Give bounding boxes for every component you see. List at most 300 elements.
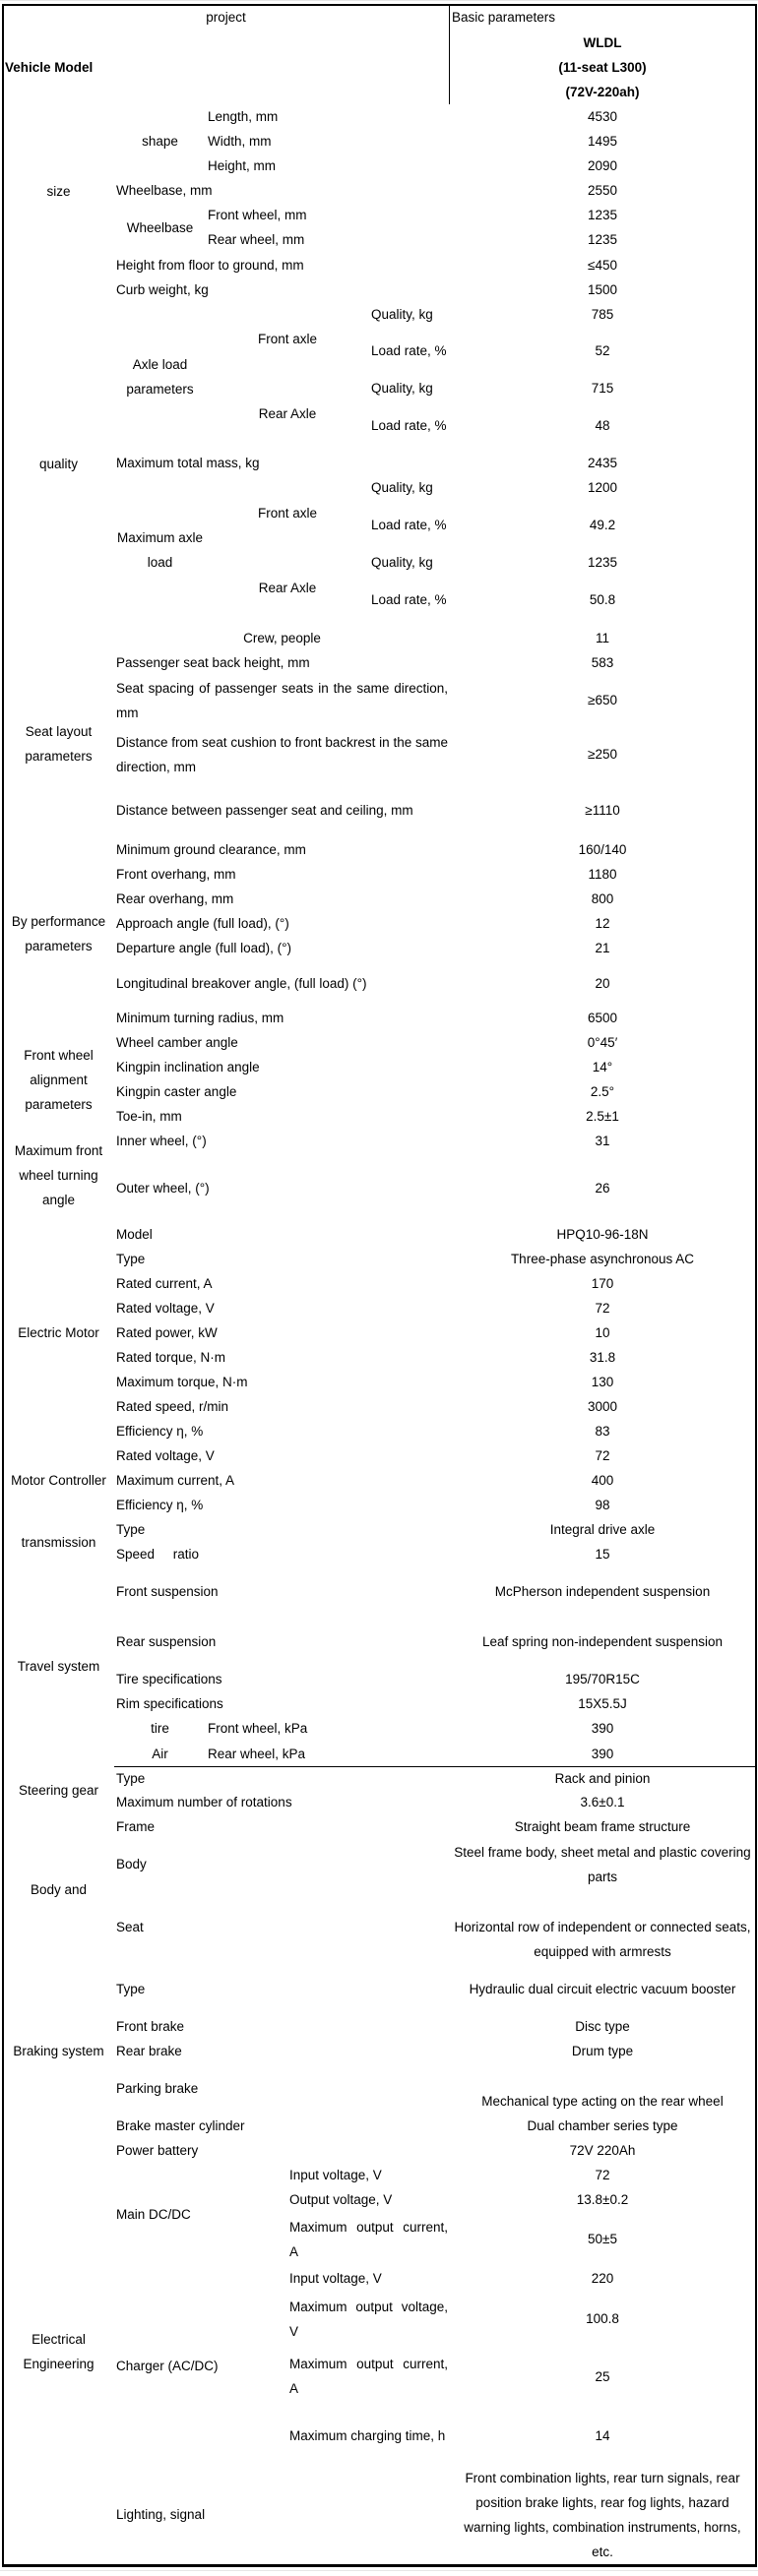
charger [114,2266,288,2466]
value-text: 72 [595,2168,610,2182]
seat-layout-label [114,650,451,675]
motor-label [114,1394,451,1420]
alignment-label [114,1104,451,1130]
motor-value-text: 130 [591,1375,614,1389]
performance-label [114,887,451,912]
group-quality [3,277,115,651]
dcdc-output-value [450,2187,756,2213]
label-text: Curb weight, kg [116,282,209,297]
braking-value [450,2039,756,2064]
travel-label [114,1566,451,1618]
size-wheelbase-value [450,178,756,204]
header-project [3,5,450,31]
turning-value-text: 26 [595,1180,610,1196]
performance-value [450,1006,756,1031]
size-rear-wheel-value [450,227,756,253]
motor-value-text: HPQ10-96-18N [556,1227,649,1242]
motor-label [114,1247,451,1272]
performance-value [450,837,756,863]
air-text: Air [152,1746,168,1761]
ma-front-rate-label [369,500,451,551]
motor-label-text: Rated voltage, V [116,1301,215,1316]
travel-label-text: Rear suspension [116,1634,217,1649]
steering-label [114,1766,451,1791]
controller-label [114,1468,451,1494]
body-label-text: Seat [116,1919,144,1934]
label-text: Quality, kg [371,381,433,396]
seat-layout-label-text: Seat spacing of passenger seats in the same direction, mm [116,680,448,720]
value-text: 785 [591,306,614,322]
size-height-value [450,153,756,179]
controller-value [450,1468,756,1494]
performance-value-text: 160/140 [578,842,627,857]
dcdc-text: Main DC/DC [116,2207,191,2222]
turning-value-text: 31 [595,1134,610,1148]
lighting-value [450,2465,756,2565]
motor-value-text: 31.8 [589,1350,616,1365]
motor-value [450,1320,756,1346]
crew-value [450,625,756,651]
transmission-label-text: Type [116,1522,146,1537]
motor-value [450,1345,756,1371]
braking-value [450,2114,756,2139]
value-text: 50.8 [589,592,616,607]
travel-label-text: Front suspension [116,1584,219,1599]
al-front-rate-value [450,326,756,377]
steering-value-text: 3.6±0.1 [580,1795,625,1809]
braking-value [450,1964,756,2015]
braking-label [114,2039,451,2064]
motor-value [450,1370,756,1395]
motor-label [114,1320,451,1346]
alignment-label-text: Kingpin caster angle [116,1084,237,1099]
motor-value-text: 72 [595,1301,610,1316]
turning-value [450,1153,756,1223]
alignment-value [450,1030,756,1056]
seat-layout-value [450,674,756,727]
braking-value-text: Dual chamber series type [527,2118,678,2133]
ma-front-quality-label [369,475,451,501]
alignment-label-text: Kingpin inclination angle [116,1060,260,1074]
alignment-value-text: 2.5° [590,1084,615,1099]
size-width-value [450,129,756,154]
value-text: ≤450 [588,257,617,273]
dcdc-max-current-value [450,2212,756,2267]
seat-layout-value-text: 583 [591,654,614,670]
value-text: 390 [591,1746,614,1761]
vehicle-model-line1: WLDL [583,34,622,50]
braking-value [450,2014,756,2040]
value-text: 1235 [587,555,618,570]
charger-input-label [287,2266,451,2292]
sheet-gridline [0,2570,758,2571]
controller-value-text: 72 [595,1448,610,1463]
al-rear-quality-value [450,376,756,401]
performance-label [114,936,451,961]
seat-layout-value-text: ≥1110 [585,802,620,818]
motor-value-text: 3000 [587,1399,618,1414]
label-text: Lighting, signal [116,2507,206,2522]
controller-value-text: 98 [595,1498,610,1512]
seat-layout-label [114,674,451,727]
label-text: Load rate, % [371,592,447,607]
value-text: 49.2 [589,518,616,532]
al-rear-quality-label [369,376,451,401]
body-value-text: Horizontal row of independent or connected seats, equipped with armrests [454,1920,751,1959]
group-seat-layout-text: Seat layout parameters [25,724,93,764]
group-body [3,1814,115,1965]
turning-label-text: Outer wheel, (°) [116,1180,210,1196]
group-braking [3,1964,115,2139]
size-height-label [206,153,451,179]
charger-text: Charger (AC/DC) [116,2358,219,2373]
braking-value [450,2063,756,2115]
body-value [450,1839,756,1890]
header-basic-parameters [450,5,756,31]
alignment-value [450,1079,756,1105]
motor-label-text: Rated power, kW [116,1325,218,1340]
group-size-text: size [46,183,71,199]
seat-layout-value-text: ≥650 [588,693,617,707]
body-label-text: Body [116,1857,147,1871]
group-travel-text: Travel system [17,1659,100,1674]
size-width-label [206,129,451,154]
braking-label [114,2014,451,2040]
charger-max-voltage-label [287,2291,451,2348]
body-label-text: Frame [116,1819,156,1834]
controller-label-text: Maximum current, A [116,1473,235,1488]
motor-label-text: Maximum torque, N·m [116,1375,248,1389]
alignment-label-text: Toe-in, mm [116,1109,182,1124]
size-shape-text: shape [142,134,178,149]
ma-rear-rate-value [450,575,756,626]
group-electrical-text: Electrical Engineering [23,2331,95,2371]
size-rear-wheel-label [206,227,451,253]
travel-label [114,1667,451,1692]
braking-label-text: Parking brake [116,2081,199,2096]
vehicle-model-value [450,30,756,105]
transmission-value-text: Integral drive axle [549,1522,656,1537]
value-text: 2550 [587,183,618,198]
value-text: 50±5 [588,2232,617,2246]
travel-value [450,1566,756,1618]
controller-value [450,1443,756,1469]
performance-value-text: 21 [595,941,610,955]
motor-value [450,1394,756,1420]
motor-label-text: Rated speed, r/min [116,1399,229,1414]
travel-value-text: Leaf spring non-independent suspension [482,1634,723,1649]
ma-rear-quality-label [369,550,451,576]
braking-value-text: Drum type [571,2044,634,2058]
charger-time-value [450,2406,756,2466]
axle-load-parameters [114,302,207,452]
alignment-value [450,1055,756,1080]
group-motor-text: Electric Motor [18,1325,99,1340]
performance-value-text: 800 [591,891,614,906]
steering-value [450,1790,756,1815]
steering-value [450,1766,756,1791]
performance-value [450,887,756,912]
braking-label [114,2063,451,2115]
body-value-text: Straight beam frame structure [514,1819,691,1834]
performance-label [114,837,451,863]
value-text: 72V 220Ah [569,2143,636,2158]
travel-value [450,1691,756,1717]
group-braking-text: Braking system [13,2044,104,2058]
body-value [450,1889,756,1965]
vehicle-model-line2: (11-seat L300) [558,59,647,75]
label-text: Maximum charging time, h [289,2427,446,2443]
al-front-axle [206,302,370,377]
turning-label [114,1129,451,1154]
alignment-label [114,1055,451,1080]
axle-load-text: Axle load parameters [126,356,194,397]
motor-label [114,1370,451,1395]
power-battery-label [114,2138,451,2164]
performance-value [450,960,756,1007]
travel-label-text: Tire specifications [116,1672,222,1687]
curb-weight-value [450,277,756,303]
braking-value-text: Hydraulic dual circuit electric vacuum booster [469,1982,736,1996]
charger-input-value [450,2266,756,2292]
alignment-value-text: 2.5±1 [586,1109,619,1124]
travel-value [450,1617,756,1668]
group-performance-text: By performance parameters [11,914,106,953]
body-value [450,1814,756,1840]
group-quality-text: quality [38,457,79,471]
vehicle-model-lines [452,31,753,104]
main-dcdc [114,2163,288,2267]
header-basic-parameters-text: Basic parameters [452,10,556,25]
motor-value-text: 10 [595,1325,610,1340]
charger-max-current-label [287,2347,451,2407]
group-transmission-text: transmission [21,1534,96,1550]
travel-value [450,1667,756,1692]
performance-label-text: Longitudinal breakover angle, (full load) (°) [116,975,367,991]
power-battery-value [450,2138,756,2164]
al-rear-axle [206,376,370,452]
value-text: 220 [591,2271,614,2286]
performance-label [114,1006,451,1031]
value-text: 52 [595,343,610,358]
al-rear-rate-value [450,400,756,452]
braking-value-text: Mechanical type acting on the rear wheel [481,2094,724,2109]
performance-label-text: Minimum turning radius, mm [116,1011,284,1025]
seat-layout-label-text: Distance between passenger seat and ceiling, mm [116,802,413,818]
size-shape [114,104,207,179]
value-text: 1200 [587,480,618,495]
seat-layout-value [450,782,756,838]
label-text: Height, mm [208,158,277,173]
label-text: Quality, kg [371,480,433,495]
dcdc-max-current-label [287,2212,451,2267]
performance-value-text: 20 [595,975,610,991]
motor-value-text: 83 [595,1424,610,1439]
motor-label [114,1419,451,1444]
braking-label-text: Brake master cylinder [116,2118,245,2133]
controller-label [114,1493,451,1518]
front-axle-text: Front axle [257,505,318,521]
vehicle-model-line3: (72V-220ah) [565,84,640,99]
label-text: Wheelbase, mm [116,183,213,198]
transmission-value-text: 15 [595,1547,610,1562]
charger-max-current-value [450,2347,756,2407]
crew-label [114,625,451,651]
label-text: Load rate, % [371,418,447,433]
performance-value-text: 6500 [587,1011,618,1025]
label-text: Rear wheel, mm [208,232,305,247]
seat-layout-label-text: Distance from seat cushion to front backrest in the same direction, mm [116,734,448,774]
performance-label-text: Departure angle (full load), (°) [116,941,291,955]
label-text: Front wheel, mm [208,208,307,222]
turning-label-text: Inner wheel, (°) [116,1134,207,1148]
tire-text: tire [151,1721,169,1736]
motor-value-text: 170 [591,1276,614,1291]
body-label [114,1889,451,1965]
seat-layout-label-text: Passenger seat back height, mm [116,654,310,670]
ma-rear-axle [206,550,370,626]
controller-value-text: 400 [591,1473,614,1488]
group-controller-text: Motor Controller [11,1473,106,1488]
motor-value [450,1271,756,1297]
group-steering-text: Steering gear [18,1783,99,1798]
size-track-text: Wheelbase [126,219,194,235]
lighting-label [114,2465,451,2565]
value-text: 14 [595,2427,610,2443]
group-electrical [3,2138,115,2565]
value-text: 2435 [587,456,618,470]
label-text: Quality, kg [371,306,433,322]
travel-label [114,1691,451,1717]
label-text: Maximum output current, A [289,2357,448,2396]
label-text: Front wheel, kPa [208,1721,308,1736]
group-motor [3,1222,115,1444]
vehicle-model-label [3,30,450,105]
transmission-label-text: Speed ratio [116,1547,200,1562]
value-text: 4530 [587,109,618,124]
steering-label-text: Maximum number of rotations [116,1795,292,1809]
turning-label [114,1153,451,1223]
size-front-wheel-label [206,203,451,228]
label-text: Quality, kg [371,555,433,570]
performance-value [450,862,756,888]
motor-value [450,1296,756,1321]
performance-value-text: 12 [595,916,610,931]
seat-layout-label [114,726,451,783]
ma-front-quality-value [450,475,756,501]
max-total-mass-value [450,451,756,476]
al-front-rate-label [369,326,451,377]
braking-value-text: Disc type [575,2019,630,2034]
header-project-text: project [206,10,246,25]
alignment-label [114,1030,451,1056]
travel-value-text: 15X5.5J [578,1696,627,1711]
steering-value-text: Rack and pinion [554,1770,651,1786]
al-rear-rate-label [369,400,451,452]
alignment-value-text: 14° [592,1060,613,1074]
value-text: 11 [595,630,609,645]
alignment-value-text: 0°45′ [587,1035,618,1050]
transmission-value [450,1517,756,1543]
group-alignment [3,1030,115,1130]
value-text: 1235 [587,232,618,247]
performance-value-text: 1180 [588,867,617,882]
alignment-label [114,1079,451,1105]
group-performance [3,837,115,1031]
label-text: Crew, people [243,630,321,645]
group-controller [3,1443,115,1518]
transmission-label [114,1542,451,1567]
group-size [3,104,115,278]
body-label [114,1814,451,1840]
travel-rear-pressure-label [206,1741,451,1767]
motor-label [114,1222,451,1248]
travel-value-text: McPherson independent suspension [494,1584,711,1599]
group-transmission [3,1517,115,1567]
max-axle-load-text: Maximum axle load [116,530,204,570]
seat-layout-label [114,782,451,838]
value-text: 25 [595,2368,610,2384]
body-label [114,1839,451,1890]
max-total-mass-label [114,451,451,476]
motor-value [450,1247,756,1272]
size-track [114,203,207,253]
sheet-gridline [0,0,758,1]
controller-label-text: Efficiency η, % [116,1498,204,1512]
transmission-value [450,1542,756,1567]
value-text: 1235 [587,208,618,222]
group-seat-layout [3,650,115,838]
front-axle-text: Front axle [257,332,318,346]
label-text: Power battery [116,2143,199,2158]
controller-label-text: Rated voltage, V [116,1448,215,1463]
size-front-wheel-value [450,203,756,228]
braking-label [114,2114,451,2139]
size-wheelbase-label [114,178,451,204]
label-text: Length, mm [208,109,279,124]
transmission-label [114,1517,451,1543]
label-text: Input voltage, V [289,2271,382,2286]
group-travel [3,1566,115,1767]
travel-front-pressure-label [206,1716,451,1742]
label-text: Maximum output voltage, V [289,2299,448,2339]
rear-axle-text: Rear Axle [258,580,317,595]
value-text: Front combination lights, rear turn signals, rear position brake lights, rear fog lights, hazard warning lights, combination instruments, horns, etc. [464,2470,741,2559]
curb-weight-label [114,277,451,303]
motor-value [450,1419,756,1444]
travel-tire [114,1716,207,1742]
performance-label-text: Front overhang, mm [116,867,236,882]
label-text: Maximum output current, A [289,2219,448,2259]
motor-label [114,1345,451,1371]
charger-max-voltage-value [450,2291,756,2348]
travel-label [114,1617,451,1668]
ma-rear-quality-value [450,550,756,576]
value-text: 2090 [587,158,618,173]
label-text: Load rate, % [371,343,447,358]
travel-air [114,1741,207,1767]
performance-label [114,911,451,937]
size-floor-height-value [450,252,756,278]
seat-layout-value [450,650,756,675]
size-floor-height-label [114,252,451,278]
performance-label-text: Rear overhang, mm [116,891,234,906]
braking-label-text: Front brake [116,2019,185,2034]
turning-value [450,1129,756,1154]
motor-label [114,1296,451,1321]
vehicle-model-label-text: Vehicle Model [5,59,94,75]
alignment-label-text: Wheel camber angle [116,1035,238,1050]
